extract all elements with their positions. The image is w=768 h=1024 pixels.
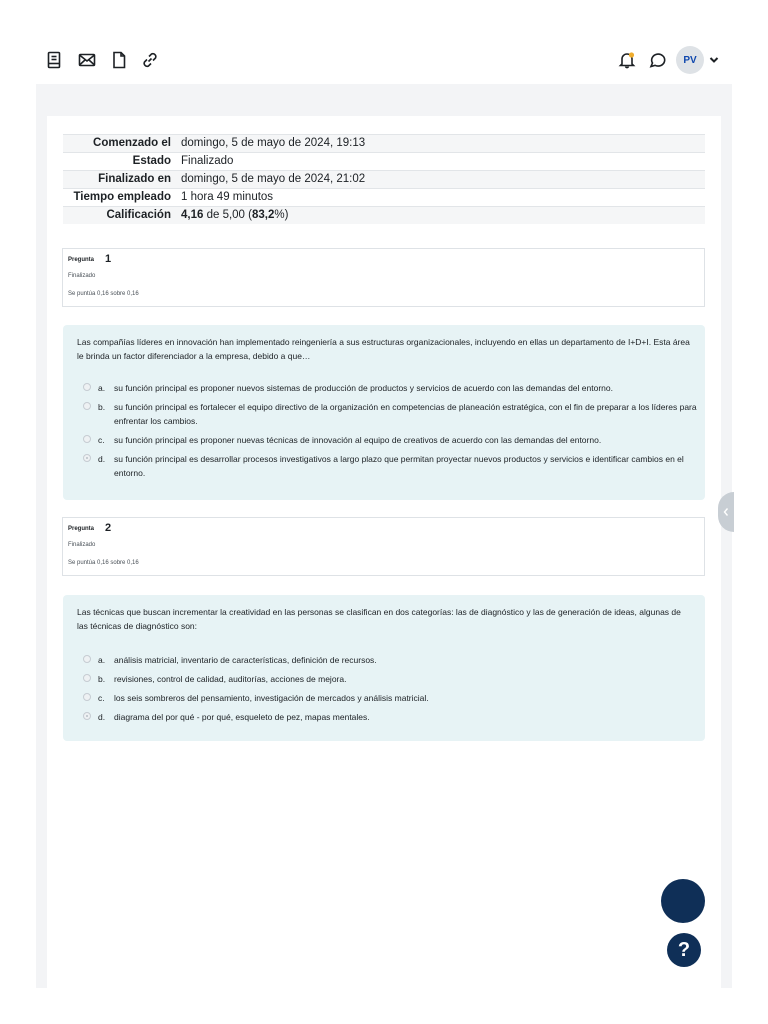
question-2-content <box>63 595 705 741</box>
answer-letter: b. <box>98 674 106 684</box>
answer-letter: c. <box>98 693 105 703</box>
answer-option-a[interactable] <box>81 653 701 667</box>
summary-label: Comenzado el <box>93 137 171 149</box>
answer-text: revisiones, control de calidad, auditorías, acciones de mejora. <box>114 674 347 684</box>
grade-score: 4,16 <box>181 209 204 221</box>
answer-option-d[interactable] <box>81 452 701 480</box>
radio-button[interactable] <box>83 402 91 410</box>
answer-letter: a. <box>98 655 106 665</box>
top-navbar <box>0 0 768 84</box>
answer-option-c[interactable] <box>81 433 701 447</box>
chat-icon[interactable] <box>647 50 667 70</box>
summary-value: domingo, 5 de mayo de 2024, 19:13 <box>181 137 366 149</box>
radio-button[interactable] <box>83 693 91 701</box>
question-1-info <box>62 248 705 307</box>
bell-icon[interactable] <box>617 50 637 70</box>
answer-option-c[interactable] <box>81 691 701 705</box>
chevron-down-icon[interactable] <box>707 53 721 67</box>
attempt-summary-table <box>63 134 705 224</box>
summary-label: Calificación <box>106 209 171 221</box>
summary-row <box>63 171 705 189</box>
avatar[interactable]: PV <box>676 46 704 74</box>
answer-text: su función principal es desarrollar procesos investigativos a largo plazo que permitan proyectar nuevos productos y servicios e identificar cambios en el entorno. <box>114 454 684 478</box>
envelope-icon[interactable] <box>77 50 97 70</box>
summary-label: Estado <box>132 155 171 167</box>
answer-list <box>81 381 701 485</box>
question-number: 2 <box>105 522 112 534</box>
answer-option-a[interactable] <box>81 381 701 395</box>
radio-button[interactable] <box>83 674 91 682</box>
answer-option-b[interactable] <box>81 672 701 686</box>
summary-value: 1 hora 49 minutos <box>181 191 274 203</box>
summary-row <box>63 207 705 225</box>
answer-text: su función principal es fortalecer el equipo directivo de la organización en competencias de planeación estratégica, con el fin de preparar a los líderes para enfrentar los cambios. <box>114 402 697 426</box>
answer-text: su función principal es proponer nuevos sistemas de producción de productos y servicios de acuerdo con las demandas del entorno. <box>114 383 613 393</box>
question-1-content <box>63 325 705 500</box>
summary-row <box>63 135 705 153</box>
summary-value: domingo, 5 de mayo de 2024, 21:02 <box>181 173 366 185</box>
answer-text: su función principal es proponer nuevas técnicas de innovación al equipo de creativos de acuerdo con las demandas del entorno. <box>114 435 602 445</box>
question-label: Pregunta <box>68 257 95 263</box>
floating-action-button[interactable] <box>661 879 705 923</box>
summary-row <box>63 153 705 171</box>
file-icon[interactable] <box>109 50 129 70</box>
answer-text: diagrama del por qué - por qué, esqueleto de pez, mapas mentales. <box>114 712 370 722</box>
answer-option-b[interactable] <box>81 400 701 428</box>
answer-letter: d. <box>98 712 106 722</box>
help-button[interactable]: ? <box>667 933 701 967</box>
answer-text: análisis matricial, inventario de características, definición de recursos. <box>114 655 377 665</box>
question-text: Las compañías líderes en innovación han implementado reingeniería a sus estructuras organizacionales, incluyendo en ellas un departamento de I+D+I. Esta área le brinda un factor diferenciador a la empresa, debido a que… <box>77 337 690 361</box>
answer-option-d[interactable] <box>81 710 701 724</box>
answer-letter: d. <box>98 454 106 464</box>
notebook-icon[interactable] <box>44 50 64 70</box>
link-icon[interactable] <box>140 50 160 70</box>
summary-row <box>63 189 705 207</box>
radio-button[interactable] <box>83 655 91 663</box>
grade-percent: 83,2 <box>251 209 275 221</box>
question-state: Finalizado <box>68 273 96 279</box>
question-grade: Se puntúa 0,16 sobre 0,16 <box>68 291 139 297</box>
summary-value: Finalizado <box>181 155 234 167</box>
answer-text: los seis sombreros del pensamiento, investigación de mercados y análisis matricial. <box>114 693 429 703</box>
answer-letter: b. <box>98 402 106 412</box>
grade-out-of: de 5,00 ( <box>203 209 252 221</box>
question-text: Las técnicas que buscan incrementar la creatividad en las personas se clasifican en dos categorías: las de diagnóstico y las de generación de ideas, algunas de las técnicas de diagnóstico son: <box>77 607 681 631</box>
question-state: Finalizado <box>68 542 96 548</box>
question-2-info <box>62 517 705 576</box>
summary-label: Finalizado en <box>98 173 171 185</box>
question-number: 1 <box>105 253 112 265</box>
grade-suffix: %) <box>274 209 289 221</box>
radio-button[interactable] <box>83 383 91 391</box>
answer-list <box>81 653 701 729</box>
radio-button[interactable] <box>83 435 91 443</box>
summary-label: Tiempo empleado <box>73 191 171 203</box>
radio-button-selected[interactable] <box>83 454 91 462</box>
grade-value <box>177 207 705 225</box>
radio-button-selected[interactable] <box>83 712 91 720</box>
answer-letter: a. <box>98 383 106 393</box>
answer-letter: c. <box>98 435 105 445</box>
question-grade: Se puntúa 0,16 sobre 0,16 <box>68 560 139 566</box>
question-label: Pregunta <box>68 526 95 532</box>
chevron-left-icon <box>722 507 730 517</box>
